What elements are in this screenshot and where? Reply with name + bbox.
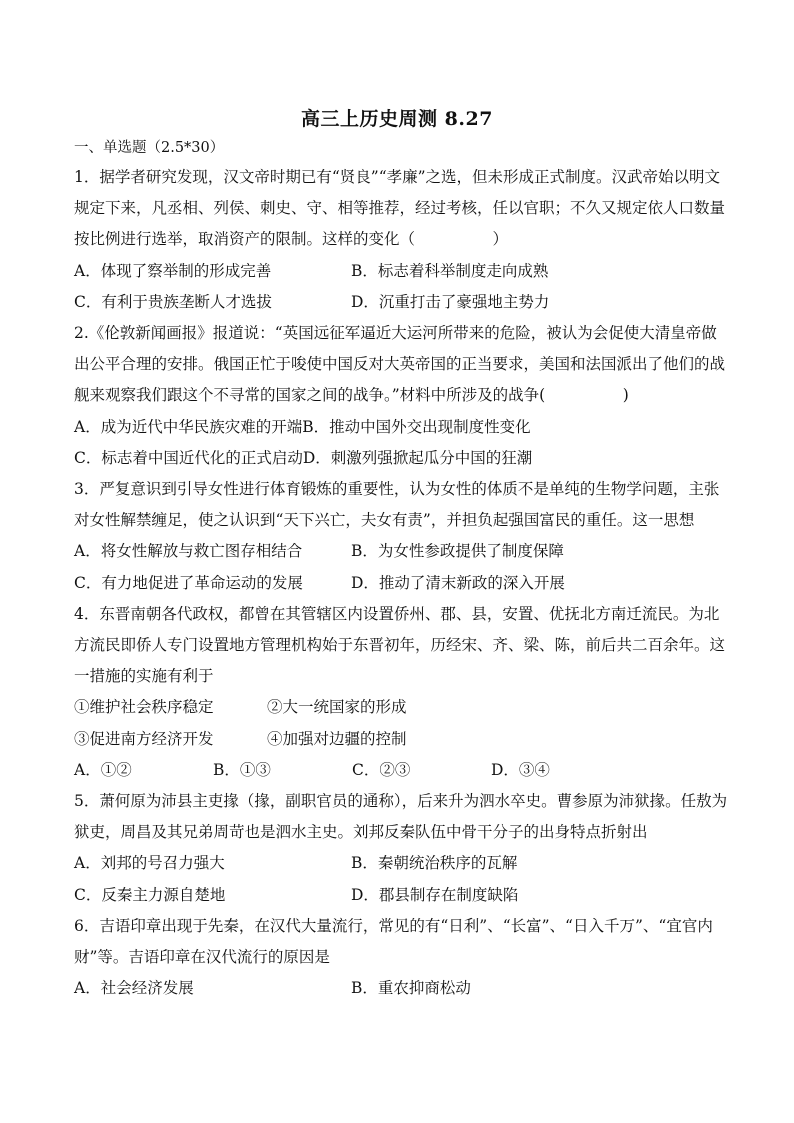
q6-option-b[interactable]: B．重农抑商松动	[351, 979, 471, 998]
question-4-options-row	[74, 755, 730, 786]
q1-option-b[interactable]: B．标志着科举制度走向成熟	[351, 261, 549, 280]
exam-content	[74, 138, 730, 1004]
q4-item-4: ④加强对边疆的控制	[267, 729, 407, 748]
question-2-options-row-2	[74, 443, 730, 474]
question-3-options-row-2	[74, 568, 730, 599]
q1-option-c[interactable]: C．有利于贵族垄断人才选拔	[74, 292, 272, 311]
question-1-stem: 1．据学者研究发现，汉文帝时期已有“贤良”“孝廉”之选，但未形成正式制度。汉武帝始以明文规定下来，凡丞相、列侯、刺史、守、相等推荐，经过考核，任以官职；不久又规定依人口数量按比例进行选举，取消资产的限制。这样的变化（ ）	[74, 168, 726, 249]
q4-item-2: ②大一统国家的形成	[267, 698, 407, 717]
q3-option-c[interactable]: C．有力地促进了革命运动的发展	[74, 573, 303, 592]
question-4-items-row-2	[74, 724, 730, 755]
q4-option-c[interactable]: C．②③	[352, 760, 411, 779]
question-2-stem: 2.《伦敦新闻画报》报道说：“英国远征军逼近大运河所带来的危险，被认为会促使大清皇帝做出公平合理的安排。俄国正忙于唆使中国反对大英帝国的正当要求，美国和法国派出了他们的战舰来观察我们跟这个不寻常的国家之间的战争。”材料中所涉及的战争( )	[74, 324, 726, 405]
question-5-options-row-1	[74, 848, 730, 879]
question-4-items-row-1	[74, 692, 730, 723]
q4-option-a[interactable]: A．①②	[74, 760, 132, 779]
q3-option-b[interactable]: B．为女性参政提供了制度保障	[351, 542, 564, 561]
q1-option-a[interactable]: A．体现了察举制的形成完善	[74, 261, 272, 280]
question-4-stem: 4．东晋南朝各代政权，都曾在其管辖区内设置侨州、郡、县，安置、优抚北方南迁流民。为北方流民即侨人专门设置地方管理机构始于东晋初年，历经宋、齐、梁、陈，前后共二百余年。这一措施的实施有利于	[74, 604, 726, 686]
q2-option-d[interactable]: D．刺激列强掀起瓜分中国的狂潮	[302, 448, 533, 467]
q4-option-d[interactable]: D．③④	[491, 760, 550, 779]
q1-option-d[interactable]: D．沉重打击了豪强地主势力	[351, 292, 550, 311]
q5-option-a[interactable]: A．刘邦的号召力强大	[74, 854, 225, 873]
q5-option-c[interactable]: C．反秦主力源自楚地	[74, 885, 226, 904]
section-heading: 一、单选题（2.5*30）	[74, 140, 225, 156]
q2-option-c[interactable]: C．标志着中国近代化的正式启动	[74, 448, 303, 467]
q3-option-d[interactable]: D．推动了清末新政的深入开展	[351, 573, 565, 592]
q4-item-1: ①维护社会秩序稳定	[74, 698, 214, 717]
question-3-options-row-1	[74, 536, 730, 567]
q5-option-b[interactable]: B．秦朝统治秩序的瓦解	[351, 854, 518, 873]
question-2-options-row-1	[74, 412, 730, 443]
q6-option-a[interactable]: A．社会经济发展	[74, 979, 194, 998]
question-6-stem: 6．吉语印章出现于先秦，在汉代大量流行，常见的有“日利”、“长富”、“日入千万”、“宜官内财”等。吉语印章在汉代流行的原因是	[74, 916, 713, 967]
question-1-options-row-1	[74, 256, 730, 287]
question-5-stem: 5．萧何原为沛县主吏掾（掾，副职官员的通称），后来升为泗水卒史。曹参原为沛狱掾。任敖为狱吏，周昌及其兄弟周苛也是泗水主史。刘邦反秦队伍中骨干分子的出身特点折射出	[74, 792, 728, 842]
q4-item-3: ③促进南方经济开发	[74, 729, 214, 748]
question-1-options-row-2	[74, 287, 730, 318]
q5-option-d[interactable]: D．郡县制存在制度缺陷	[351, 885, 519, 904]
q2-option-b[interactable]: B．推动中国外交出现制度性变化	[302, 417, 531, 436]
page-title: 高三上历史周测 8.27	[301, 108, 493, 130]
q3-option-a[interactable]: A．将女性解放与救亡图存相结合	[74, 542, 303, 561]
q2-option-a[interactable]: A．成为近代中华民族灾难的开端	[74, 417, 303, 436]
question-3-stem: 3．严复意识到引导女性进行体育锻炼的重要性，认为女性的体质不是单纯的生物学问题，主张对女性解禁缠足，使之认识到“天下兴亡，夫女有责”，并担负起强国富民的重任。这一思想	[74, 480, 720, 530]
question-6-options-row-1	[74, 973, 730, 1004]
question-5-options-row-2	[74, 880, 730, 911]
q4-option-b[interactable]: B．①③	[213, 760, 271, 779]
